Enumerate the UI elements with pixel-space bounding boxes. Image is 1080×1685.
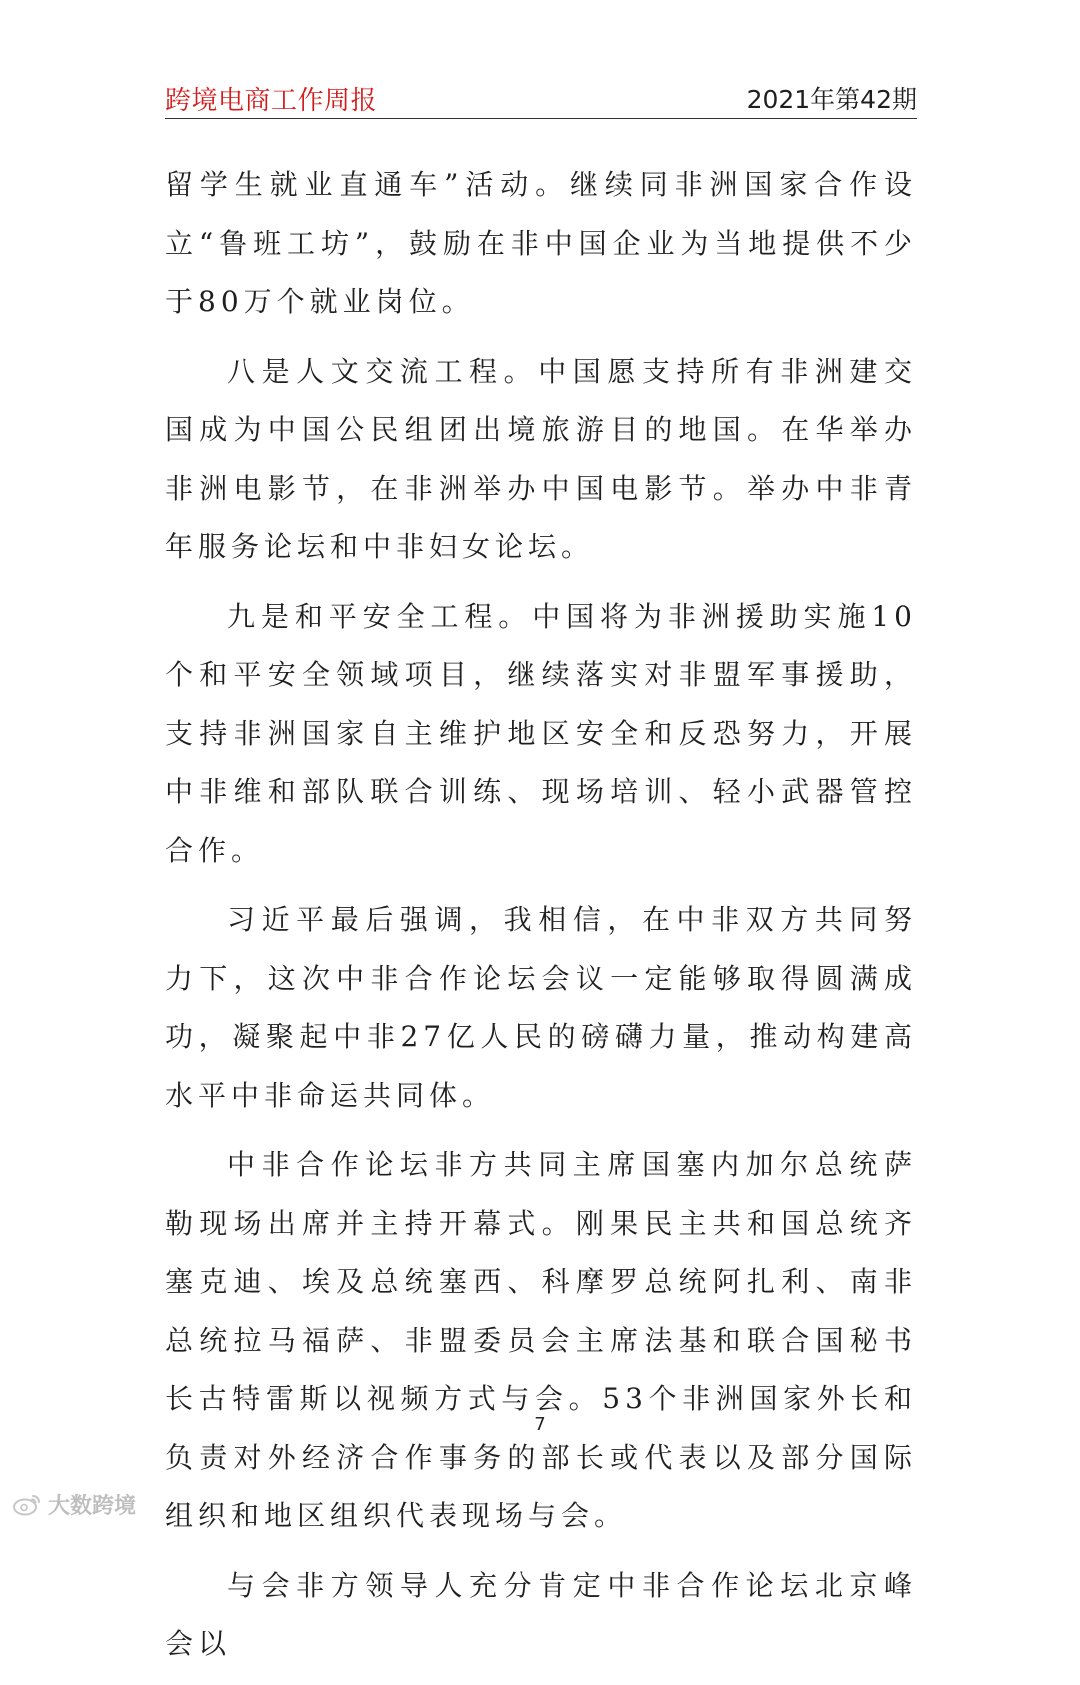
watermark bbox=[12, 1490, 136, 1518]
paragraph: 中非合作论坛非方共同主席国塞内加尔总统萨勒现场出席并主持开幕式。刚果民主共和国总统齐塞克迪、埃及总统塞西、科摩罗总统阿扎利、南非总统拉马福萨、非盟委员会主席法基和联合国秘书长古特雷斯以视频方式与会。53个非洲国家外长和负责对外经济合作事务的部长或代表以及部分国际组织和地区组织代表现场与会。 bbox=[165, 1148, 917, 1532]
paragraph: 九是和平安全工程。中国将为非洲援助实施10个和平安全领域项目，继续落实对非盟军事援助，支持非洲国家自主维护地区安全和反恐努力，开展中非维和部队联合训练、现场培训、轻小武器管控合作。 bbox=[165, 599, 917, 867]
page-number: 7 bbox=[534, 1414, 546, 1435]
article-body bbox=[165, 156, 917, 1685]
issue-number: 2021年第42期 bbox=[746, 85, 917, 114]
paragraph: 与会非方领导人充分肯定中非合作论坛北京峰会以 bbox=[165, 1568, 917, 1660]
paragraph: 八是人文交流工程。中国愿支持所有非洲建交国成为中国公民组团出境旅游目的地国。在华举办非洲电影节，在非洲举办中国电影节。举办中非青年服务论坛和中非妇女论坛。 bbox=[165, 354, 917, 563]
weibo-logo-icon bbox=[12, 1492, 42, 1516]
page-header bbox=[165, 74, 917, 119]
publication-title: 跨境电商工作周报 bbox=[165, 86, 378, 116]
watermark-text: 大数跨境 bbox=[48, 1493, 137, 1519]
paragraph: 留学生就业直通车”活动。继续同非洲国家合作设立“鲁班工坊”，鼓励在非中国企业为当地提供不少于80万个就业岗位。 bbox=[165, 168, 917, 318]
paragraph: 习近平最后强调，我相信，在中非双方共同努力下，这次中非合作论坛会议一定能够取得圆满成功，凝聚起中非27亿人民的磅礴力量，推动构建高水平中非命运共同体。 bbox=[165, 903, 917, 1112]
